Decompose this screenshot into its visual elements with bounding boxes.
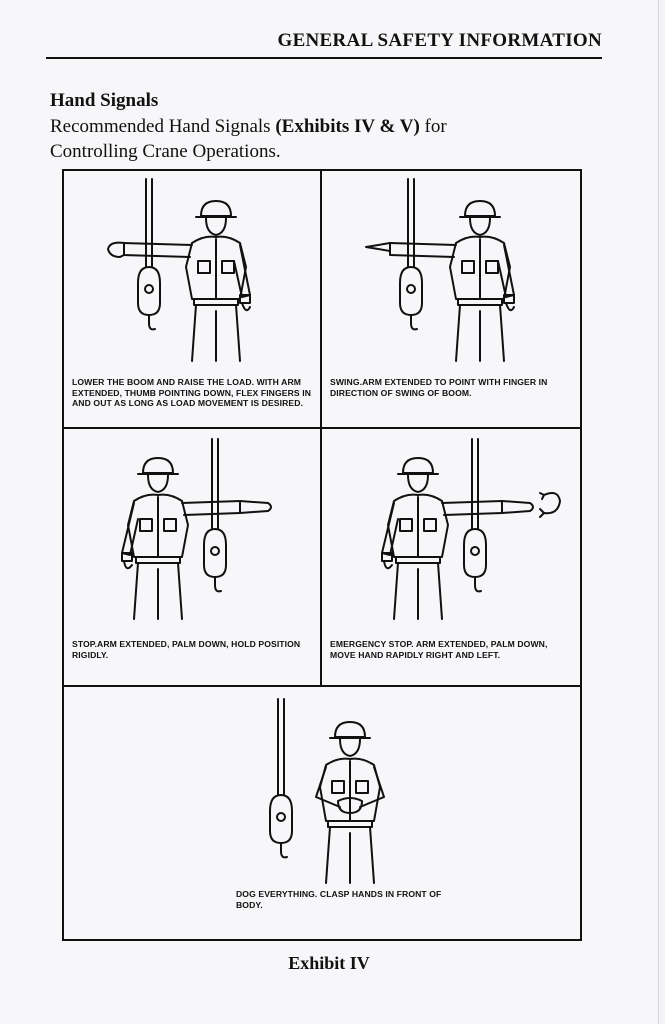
- intro-pre: Recommended Hand Signals: [50, 116, 276, 137]
- signal-text: WITH ARM EXTENDED, THUMB POINTING DOWN, FLEX FINGERS IN AND OUT AS LONG AS LOAD MOVEMENT IS DESIRED.: [72, 377, 312, 408]
- worker-point-swing-illustration: [322, 171, 580, 371]
- signal-panel-lower-boom: [64, 171, 320, 427]
- worker-stop-illustration: [64, 429, 320, 629]
- hand-signals-grid: [62, 169, 582, 941]
- signal-text: ARM EXTENDED TO POINT WITH FINGER IN DIRECTION OF SWING OF BOOM.: [330, 377, 548, 398]
- worker-emergency-stop-illustration: [322, 429, 580, 629]
- signal-panel-emergency-stop: [322, 429, 580, 685]
- worker-thumb-down-illustration: [64, 171, 320, 371]
- page-header-title: GENERAL SAFETY INFORMATION: [277, 30, 602, 51]
- signal-lead: SWING.: [330, 377, 363, 387]
- signal-caption-stop: [72, 639, 316, 660]
- exhibit-label: Exhibit IV: [288, 953, 370, 973]
- section-title: Hand Signals: [50, 90, 159, 111]
- signal-lead: STOP.: [72, 639, 98, 649]
- worker-clasp-hands-illustration: [64, 687, 580, 887]
- signal-text: ARM EXTENDED, PALM DOWN, HOLD POSITION RIGIDLY.: [72, 639, 301, 660]
- signal-panel-dog-everything: [64, 687, 580, 939]
- signal-lead: EMERGENCY STOP.: [330, 639, 414, 649]
- intro-line2: Controlling Crane Operations.: [50, 141, 281, 162]
- signal-panel-swing: [322, 171, 580, 427]
- signal-lead: LOWER THE BOOM AND RAISE THE LOAD.: [72, 377, 255, 387]
- signal-text: CLASP HANDS IN FRONT OF BODY.: [236, 889, 442, 910]
- signal-caption-lower-boom: [72, 377, 316, 409]
- signal-caption-emergency-stop: [330, 639, 574, 660]
- signal-caption-dog-everything: [236, 889, 446, 910]
- signal-caption-swing: [330, 377, 574, 398]
- signal-lead: DOG EVERYTHING.: [236, 889, 318, 899]
- intro-post: for: [419, 116, 447, 137]
- header-rule: [46, 57, 602, 59]
- intro-text: [50, 114, 570, 164]
- signal-text: ARM EXTENDED, PALM DOWN, MOVE HAND RAPIDLY RIGHT AND LEFT.: [330, 639, 548, 660]
- intro-bold: (Exhibits IV & V): [275, 116, 420, 137]
- signal-panel-stop: [64, 429, 320, 685]
